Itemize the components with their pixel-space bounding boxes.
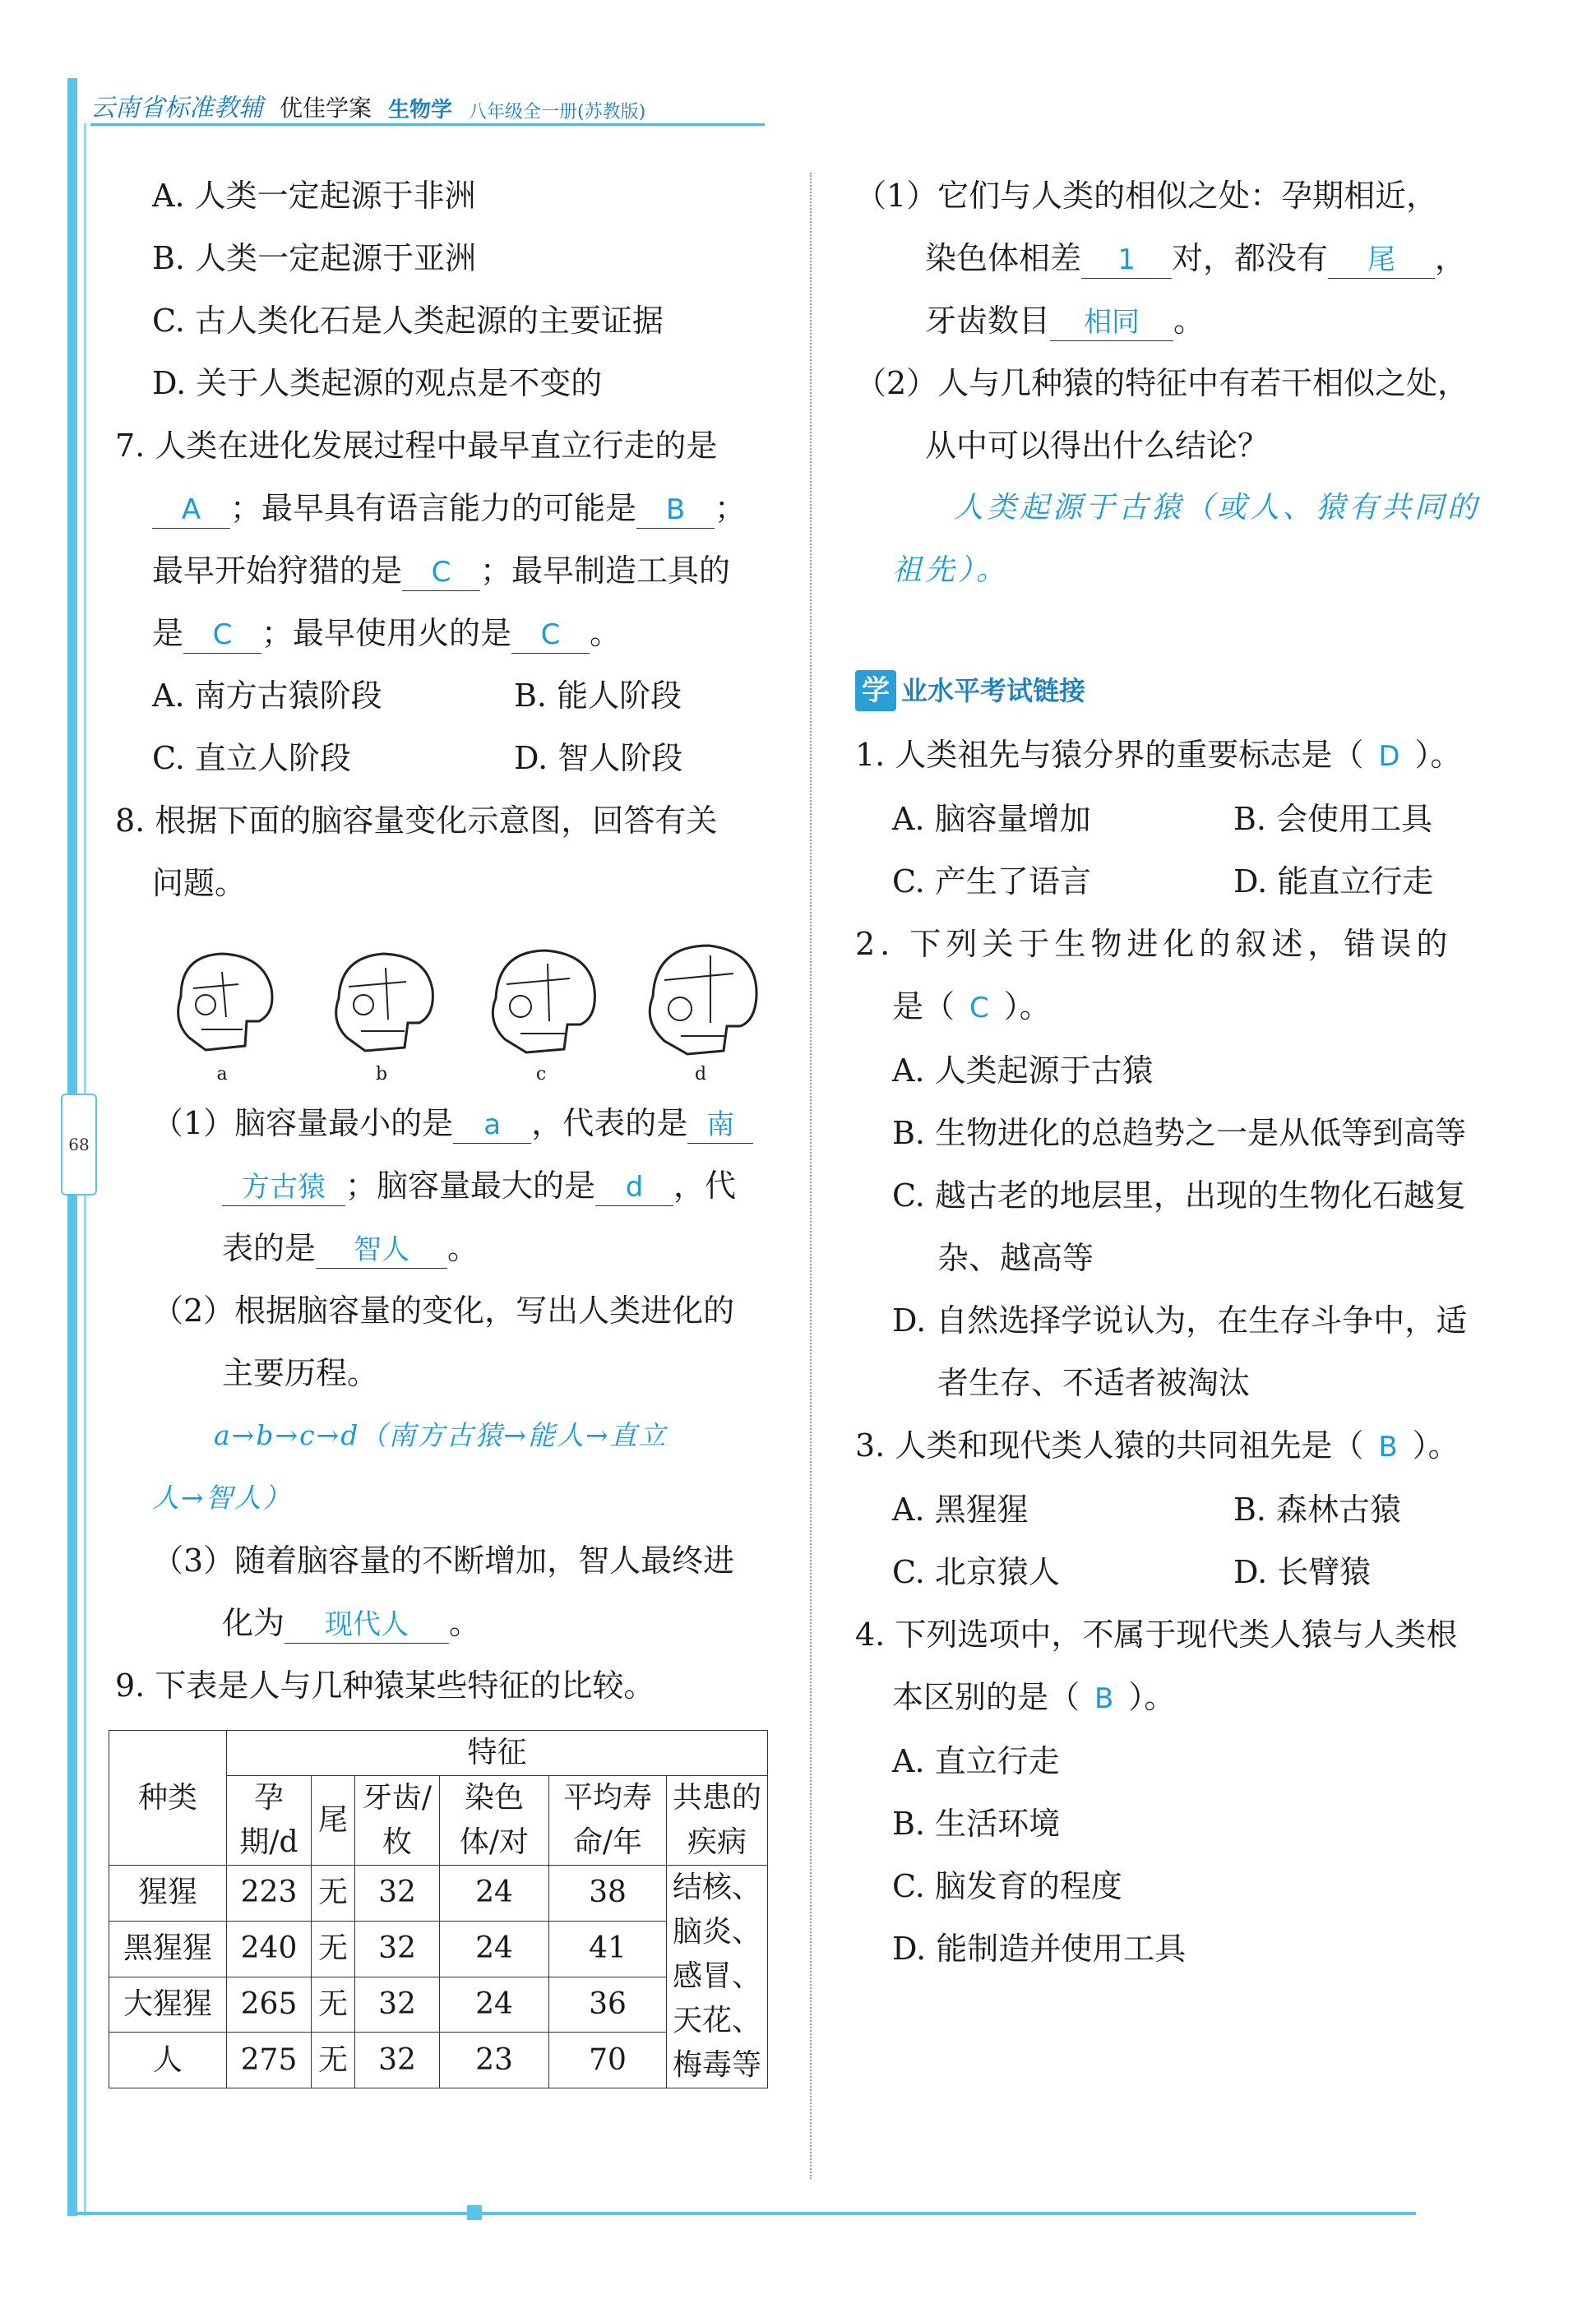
disease: 梅毒等 (672, 2048, 761, 2082)
option: C. 脑发育的程度 (892, 1868, 1122, 1904)
table-header: 尾 (312, 1776, 355, 1866)
option-cont: 杂、越高等 (937, 1240, 1094, 1276)
q8-text: 。 (447, 1230, 479, 1266)
header-subject: 生物学 (388, 98, 453, 123)
table-cell: 猩猩 (109, 1866, 227, 1922)
q2-stem: 2. 下列关于生物进化的叙述，错误的 (855, 926, 1453, 962)
skull-diagram (156, 939, 789, 1087)
q1-text: ）。 (1414, 737, 1462, 773)
option: A. 人类起源于古猿 (892, 1052, 1154, 1089)
disease: 感冒、 (672, 1959, 761, 1993)
q4-text: ）。 (1128, 1679, 1176, 1715)
q9-2: （2）人与几种猿的特征中有若干相似之处， (855, 365, 1469, 401)
q9-2-answer: 人类起源于古猿（或人、猿有共同的 (954, 491, 1481, 525)
answer-blank: 方古猿 (222, 1169, 345, 1206)
q8-text: （1）脑容量最小的是 (152, 1105, 454, 1141)
page-number: 68 (61, 1094, 97, 1196)
table-cell: 70 (549, 2033, 667, 2088)
table-cell: 38 (549, 1866, 667, 1922)
option: B. 生活环境 (892, 1806, 1061, 1842)
answer-blank: C (511, 617, 590, 654)
table-cell: 无 (312, 1977, 355, 2033)
answer-blank: 相同 (1050, 304, 1173, 341)
q9-1-line2 (855, 227, 1538, 289)
q8-p2-answer-2: 人→智人） (152, 1482, 292, 1514)
table-cell: 32 (355, 2033, 440, 2088)
table-cell: 223 (227, 1866, 312, 1922)
answer-blank: a (453, 1107, 531, 1144)
q9-2-answer-2: 祖先）。 (892, 553, 1010, 587)
option: B. 森林古猿 (1233, 1492, 1402, 1528)
table-cell: 无 (312, 1921, 355, 1977)
q7-text: ；最早制造工具的 (480, 553, 731, 589)
right-column (855, 164, 1538, 1980)
q9-text: 对，都没有 (1172, 240, 1329, 276)
q8-stem-2: 问题。 (152, 865, 247, 901)
q8-p3-line2 (115, 1592, 789, 1654)
table-cell: 无 (312, 1866, 355, 1922)
q7-text: 最早开始狩猎的是 (152, 553, 403, 589)
q7-text: ；最早使用火的是 (261, 615, 512, 651)
table-cell: 24 (440, 1866, 549, 1922)
q3-text: ）。 (1412, 1427, 1460, 1464)
table-cell: 无 (312, 2033, 355, 2088)
page-frame-bottom (67, 2212, 1416, 2215)
q1-options-row2 (855, 850, 1538, 913)
q4-stem: 4. 下列选项中，不属于现代类人猿与人类根 (855, 1617, 1458, 1653)
q7-text: 。 (590, 615, 622, 651)
q8-text: ；脑容量最大的是 (345, 1168, 596, 1204)
option: A. 脑容量增加 (892, 801, 1091, 837)
q9-text: 牙齿数目 (925, 303, 1051, 339)
q3-stem (855, 1414, 1538, 1478)
answer-blank: A (152, 492, 230, 529)
table-header: 特征 (227, 1731, 768, 1776)
q7-text: 是 (152, 615, 184, 651)
q7-line3 (115, 539, 789, 602)
table-cell: 265 (227, 1977, 312, 2033)
table-cell: 24 (440, 1921, 549, 1977)
table-cell: 人 (109, 2033, 227, 2088)
table-row (109, 1866, 768, 1922)
q3-options-row2 (855, 1541, 1538, 1603)
q7-options-row1 (115, 664, 789, 727)
q7-text: ； (715, 490, 747, 526)
q8-p3: （3）随着脑容量的不断增加，智人最终进 (152, 1543, 735, 1579)
table-cell: 32 (355, 1921, 440, 1977)
q7-text: ；最早具有语言能力的可能是 (230, 490, 637, 526)
option: C. 古人类化石是人类起源的主要证据 (152, 303, 664, 339)
table-header: 孕期/d (227, 1776, 312, 1866)
option: B. 生物进化的总趋势之一是从低等到高等 (892, 1115, 1467, 1151)
skull-d-icon (635, 939, 766, 1062)
answer-blank: 智人 (316, 1232, 447, 1269)
q8-p2: （2）根据脑容量的变化，写出人类进化的 (152, 1293, 735, 1329)
q8-text: 。 (449, 1605, 481, 1641)
q7-stem: 7. 人类在进化发展过程中最早直立行走的是 (115, 428, 718, 464)
option: A. 南方古猿阶段 (152, 678, 382, 714)
header-brand: 云南省标准教辅 (90, 94, 263, 123)
skull-label: b (375, 1064, 388, 1085)
option: D. 关于人类起源的观点是不变的 (152, 365, 603, 401)
option: D. 能制造并使用工具 (892, 1931, 1187, 1967)
q8-p1-line1 (115, 1092, 789, 1154)
disease: 天花、 (672, 2004, 761, 2037)
q7-line4 (115, 602, 789, 664)
skull-b (316, 939, 447, 1087)
q9-1-line3 (855, 289, 1538, 352)
table-cell: 32 (355, 1977, 440, 2033)
header-series: 优佳学案 (280, 95, 372, 122)
table-cell: 36 (549, 1977, 667, 2033)
q7-line2 (115, 477, 789, 539)
table-header: 染色体/对 (440, 1776, 549, 1866)
skull-a (156, 939, 288, 1087)
skull-c-icon (475, 939, 607, 1062)
table-cell: 275 (227, 2033, 312, 2088)
bottom-marker (467, 2205, 482, 2220)
answer-blank: d (595, 1169, 673, 1206)
table-cell: 32 (355, 1866, 440, 1922)
answer-choice: C (969, 992, 989, 1024)
skull-label: a (216, 1064, 228, 1085)
q9-text: ， (1435, 240, 1467, 276)
option: B. 能人阶段 (514, 678, 682, 714)
q8-text: 表的是 (222, 1230, 317, 1266)
q9-stem: 9. 下表是人与几种猿某些特征的比较。 (115, 1667, 655, 1704)
option: C. 直立人阶段 (152, 740, 351, 776)
answer-blank: C (402, 554, 480, 591)
answer-blank: 南 (687, 1107, 753, 1144)
q2-stem-2 (855, 975, 1538, 1039)
option: A. 人类一定起源于非洲 (152, 178, 476, 214)
option: C. 越古老的地层里，出现的生物化石越复 (892, 1177, 1466, 1214)
skull-c (475, 939, 607, 1087)
skull-b-icon (316, 939, 447, 1062)
q7-options-row2 (115, 727, 789, 789)
page-header (90, 84, 765, 126)
disease: 脑炎、 (672, 1915, 761, 1949)
q8-text: ，代表的是 (531, 1105, 688, 1141)
q3-options-row1 (855, 1478, 1538, 1541)
q4-text: 本区别的是（ (892, 1679, 1080, 1715)
answer-blank: 现代人 (285, 1607, 449, 1644)
table-row (109, 1731, 768, 1776)
answer-choice: B (1094, 1682, 1114, 1715)
q9-text: 染色体相差 (925, 240, 1082, 276)
q8-stem: 8. 根据下面的脑容量变化示意图，回答有关 (115, 802, 718, 839)
q2-text: 是（ (892, 988, 955, 1024)
left-column (115, 164, 789, 2088)
section-badge: 学 (855, 670, 896, 711)
section-heading (855, 659, 1538, 722)
option: D. 自然选择学说认为，在生存斗争中，适 (892, 1302, 1468, 1339)
option: B. 会使用工具 (1233, 801, 1433, 837)
table-cell: 大猩猩 (109, 1977, 227, 2033)
skull-label: c (535, 1064, 547, 1085)
disease: 结核、 (672, 1871, 761, 1904)
table-cell: 23 (440, 2033, 549, 2088)
option: D. 长臂猿 (1233, 1554, 1372, 1590)
option: B. 人类一定起源于亚洲 (152, 240, 477, 276)
column-divider (810, 173, 812, 2179)
q8-p1-line2 (115, 1154, 789, 1217)
q4-stem-2 (855, 1666, 1538, 1730)
table-cell: 24 (440, 1977, 549, 2033)
answer-blank: B (636, 492, 715, 529)
skull-label: d (694, 1064, 707, 1085)
table-cell: 黑猩猩 (109, 1921, 227, 1977)
table-header: 牙齿/枚 (355, 1776, 440, 1866)
section-title: 业水平考试链接 (901, 675, 1086, 706)
q1-stem (855, 724, 1538, 788)
q9-text: 。 (1173, 303, 1205, 339)
option: A. 黑猩猩 (892, 1492, 1029, 1528)
table-cell: 41 (549, 1921, 667, 1977)
answer-blank: 1 (1081, 242, 1172, 279)
q8-p2-b: 主要历程。 (222, 1355, 379, 1391)
option: C. 产生了语言 (892, 863, 1091, 900)
diseases-cell (667, 1866, 768, 2088)
answer-blank: C (183, 617, 261, 654)
q8-text: 化为 (222, 1605, 285, 1641)
option: C. 北京猿人 (892, 1554, 1060, 1590)
q3-text: 3. 人类和现代类人猿的共同祖先是（ (855, 1427, 1364, 1464)
table-header: 共患的疾病 (667, 1776, 768, 1866)
option: D. 能直立行走 (1233, 863, 1434, 900)
answer-choice: B (1378, 1431, 1398, 1464)
q8-p1-line3 (115, 1217, 789, 1279)
q1-options-row1 (855, 788, 1538, 850)
comparison-table (109, 1730, 768, 2088)
skull-d (635, 939, 766, 1087)
table-cell: 240 (227, 1921, 312, 1977)
q2-text: ）。 (1003, 988, 1051, 1024)
answer-choice: D (1378, 740, 1400, 773)
option-cont: 者生存、不适者被淘汰 (937, 1365, 1251, 1401)
q9-1: （1）它们与人类的相似之处：孕期相近， (855, 178, 1438, 214)
table-header: 平均寿命/年 (549, 1776, 667, 1866)
q8-text: ，代 (673, 1168, 737, 1204)
table-header: 种类 (109, 1731, 227, 1866)
option: D. 智人阶段 (514, 740, 683, 776)
skull-a-icon (156, 939, 288, 1062)
answer-blank: 尾 (1328, 242, 1435, 279)
header-grade: 八年级全一册(苏教版) (469, 102, 646, 123)
q9-2-b: 从中可以得出什么结论？ (925, 428, 1270, 464)
option: A. 直立行走 (892, 1743, 1060, 1779)
q8-p2-answer: a→b→c→d（南方古猿→能人→直立 (214, 1419, 668, 1451)
q1-text: 1. 人类祖先与猿分界的重要标志是（ (855, 737, 1364, 773)
